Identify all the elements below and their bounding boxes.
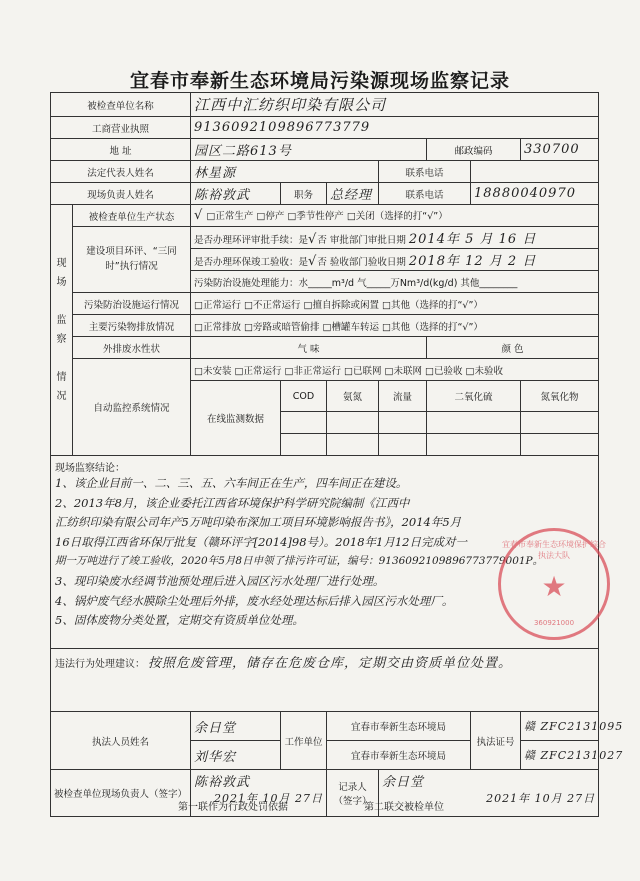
suggestion-label: 违法行为处理建议： [55, 659, 145, 670]
conclusion-line: 汇纺织印染有限公司年产5万吨印染布深加工项目环境影响报告书》，2014年5月 [55, 515, 462, 530]
row-unit [51, 93, 599, 117]
officer-cert-1: 赣 ZFC2131095 [521, 712, 599, 741]
eia-label: 建设项目环评、“三同时”执行情况 [73, 227, 191, 293]
recorder-signature: 余日堂 [382, 775, 425, 790]
auto-options: □未安装 □正常运行 □非正常运行 □已联网 □未联网 □已验收 □未验收 [191, 359, 599, 381]
seal-text: 宜春市奉新生态环境保护综合执法大队 [502, 540, 606, 560]
work-unit-label: 工作单位 [281, 712, 327, 770]
site-signature: 陈裕敦武 [194, 775, 251, 790]
waste-smell: 气 味 [191, 337, 427, 359]
facility-label: 污染防治设施运行情况 [73, 293, 191, 315]
officer-cert-2: 赣 ZFC2131027 [521, 741, 599, 770]
col-cod: COD [281, 381, 327, 412]
site-sign-label: 被检查单位现场负责人（签字） [51, 770, 191, 817]
waste-color: 颜 色 [427, 337, 599, 359]
postcode-label: 邮政编码 [427, 139, 521, 161]
position-label: 职务 [281, 183, 327, 205]
footer-right: 第二联交被检单位 [364, 802, 444, 813]
officer-unit-1: 宜春市奉新生态环境局 [327, 712, 471, 741]
row-status [51, 205, 599, 227]
seal-code: 360921000 [533, 619, 575, 627]
site-phone-label: 联系电话 [379, 183, 471, 205]
unit-value: 江西中汇纺织印染有限公司 [191, 93, 599, 117]
inspection-form [50, 92, 624, 817]
row-legal [51, 161, 599, 183]
record-title: 宜春市奉新生态环境局污染源现场监察记录 [129, 70, 510, 92]
status-options: √ □正常生产 □停产 □季节性停产 □关闭（选择的打“√”） [191, 205, 599, 227]
eia-approval-date: 2014年 5 月 16 日 [408, 232, 537, 247]
row-waste [51, 337, 599, 359]
col-ammonia: 氨氮 [327, 381, 379, 412]
row-discharge [51, 315, 599, 337]
conclusion-line: 4、锅炉废气经水膜除尘处理后外排，废水经处理达标后排入园区污水处理厂。 [55, 593, 454, 608]
officer-unit-2: 宜春市奉新生态环境局 [327, 741, 471, 770]
site-label: 现场负责人姓名 [51, 183, 191, 205]
conclusion-line: 1、该企业目前一、二、三、五、六车间正在生产，四车间正在建设。 [55, 476, 408, 490]
row-facility [51, 293, 599, 315]
eia-line-3: 污染防治设施处理能力：水_____m³/d 气_____万Nm³/d(kg/d) 其他________ [191, 271, 599, 293]
side-label-field: 现 场 监 察 情 况 [51, 205, 73, 456]
status-label: 被检查单位生产状态 [73, 205, 191, 227]
eia-line-1: 是否办理环评审批手续：是√否 审批部门审批日期 2014年 5 月 16 日 [191, 227, 599, 249]
phone-value [471, 161, 599, 183]
license-label: 工商营业执照 [51, 117, 191, 139]
star-icon: ★ [541, 570, 567, 603]
site-phone-value: 18880040970 [471, 183, 599, 205]
site-value: 陈裕敦武 [191, 183, 281, 205]
col-so2: 二氧化硫 [427, 381, 521, 412]
discharge-options: □正常排放 □旁路或暗管偷排 □槽罐车转运 □其他（选择的打“√”） [191, 315, 599, 337]
officers-label: 执法人员姓名 [51, 712, 191, 770]
conclusion-line: 5、固体废物分类处置，定期交有资质单位处理。 [55, 613, 304, 628]
row-eia [51, 227, 599, 249]
address-label: 地 址 [51, 139, 191, 161]
suggestion-cell [51, 649, 599, 712]
facility-options: □正常运行 □不正常运行 □擅自拆除或闲置 □其他（选择的打“√”） [191, 293, 599, 315]
discharge-label: 主要污染物排放情况 [73, 315, 191, 337]
eia-acceptance-date: 2018年 12 月 2 日 [408, 254, 537, 269]
postcode-value: 330700 [521, 139, 599, 161]
row-auto [51, 359, 599, 381]
official-seal [498, 528, 610, 640]
site-sign-date: 2021年 10月 27日 [214, 792, 324, 805]
phone-label: 联系电话 [379, 161, 471, 183]
auto-label: 自动监控系统情况 [73, 359, 191, 456]
col-nox: 氮氧化物 [521, 381, 599, 412]
waste-label: 外排废水性状 [73, 337, 191, 359]
unit-label: 被检查单位名称 [51, 93, 191, 117]
row-officer-1 [51, 712, 599, 741]
row-suggestion [51, 649, 599, 712]
conclusion-line: 16日取得江西省环保厅批复（赣环评字[2014]98号）。2018年1月12日完成对一 [55, 534, 467, 549]
recorder-label: 记录人（签字） [327, 770, 379, 817]
row-address [51, 139, 599, 161]
officer-name-2: 刘华宏 [191, 741, 281, 770]
row-site [51, 183, 599, 205]
online-label: 在线监测数据 [191, 381, 281, 456]
footer-left: 第一联作为行政处罚依据 [178, 802, 288, 813]
conclusion-label: 现场监察结论： [55, 463, 125, 474]
conclusion-line: 2、2013年8月，该企业委托江西省环境保护科学研究院编制《江西中 [55, 495, 410, 510]
eia-line-2: 是否办理环保竣工验收：是√否 验收部门验收日期 2018年 12 月 2 日 [191, 249, 599, 271]
row-signoff [51, 770, 599, 817]
conclusion-line: 3、现印染废水经调节池预处理后进入园区污水处理厂进行处理。 [55, 573, 385, 588]
col-flow: 流量 [379, 381, 427, 412]
officer-name-1: 余日堂 [191, 712, 281, 741]
status-check-mark: √ [194, 208, 204, 223]
address-value: 园区二路613号 [191, 139, 427, 161]
legal-label: 法定代表人姓名 [51, 161, 191, 183]
position-value: 总经理 [327, 183, 379, 205]
row-license [51, 117, 599, 139]
license-value: 9136092109896773779 [191, 117, 599, 139]
suggestion-value: 按照危废管理，储存在危废仓库，定期交由资质单位处置。 [148, 656, 513, 671]
cert-label: 执法证号 [471, 712, 521, 770]
recorder-sign-date: 2021年 10月 27日 [486, 792, 596, 805]
conclusion-line: 期一万吨进行了竣工验收，2020年5月8日申领了排污许可证，编号：9136092109896773779001P。 [55, 555, 544, 568]
legal-value: 林星源 [191, 161, 379, 183]
